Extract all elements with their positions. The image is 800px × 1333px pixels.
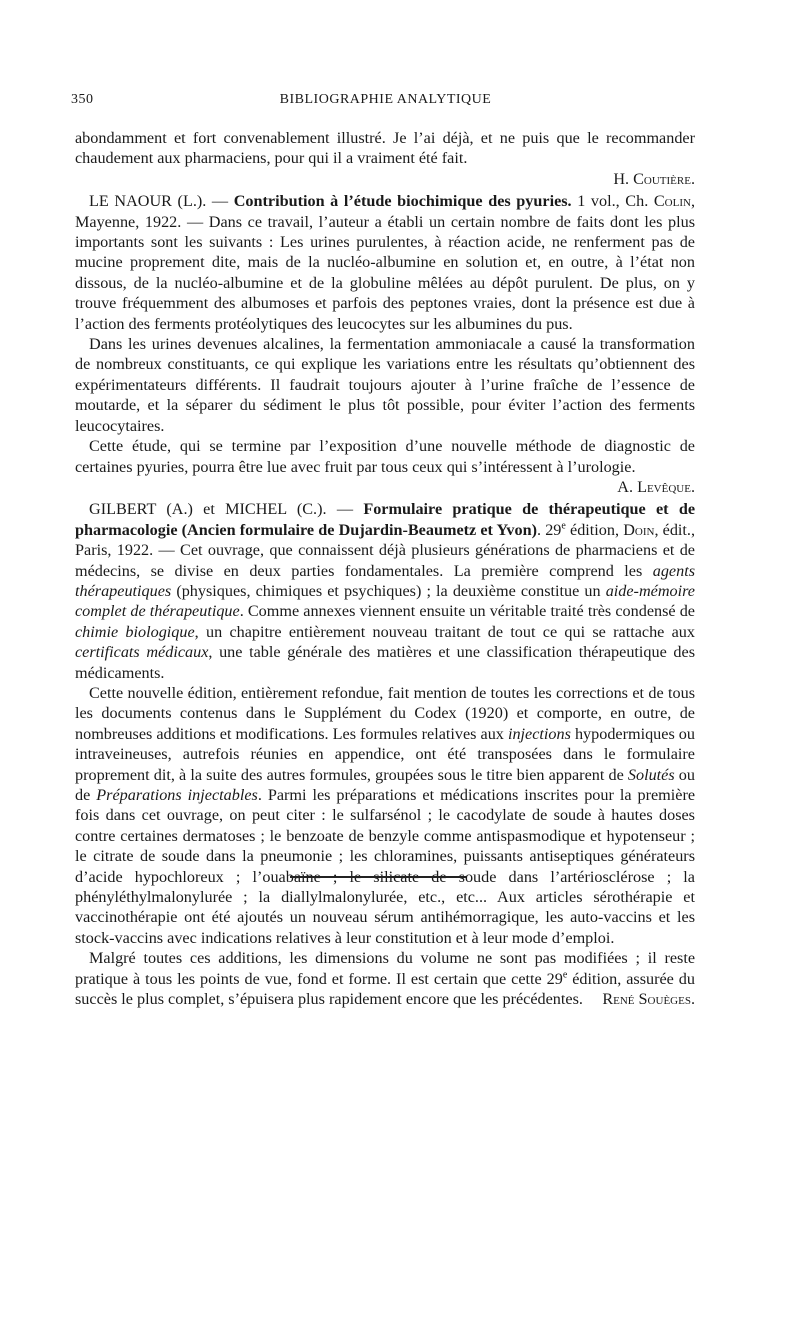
review-text: , Mayenne, 1922. — Dans ce travail, l’auteur a établi un certain nombre de faits dont les plus importants sont les suivants : Les urines purulentes, à réaction acide, ne renferment pas de mucine proprement dite, mais de la nucléo-albumine en solution et, en outre, à l’état non dissous, de la nucléo-albumine et de la globuline mêlées au dépôt purulent. De plus, on y trouve fréquemment des albumoses et parfois des peptones vraies, dont la présence est due à l’action des ferments protéolytiques des leucocytes sur les albumines du pus.: [75, 192, 695, 333]
review-text: Malgré toutes ces additions, les dimensions du volume ne sont pas modifiées ; il reste pratique à tous les points de vue, fond et forme. Il est certain que cette 29: [75, 949, 695, 988]
review-paragraph: Dans les urines devenues alcalines, la fermentation ammoniacale a causé la transformation de nombreux constituants, ce qui explique les variations entre les résultats qu’obtiennent des expérimentateurs différents. Il faudrait toujours ajouter à l’urine fraîche de l’essence de moutarde, et la séparer du sédiment le plus tôt possible, pour éviter l’action des ferments leucocytaires.: [75, 335, 695, 435]
review-text: , édit., Paris, 1922. — Cet ouvrage, que connaissent déjà plusieurs générations de pharmaciens et de médecins, se divise en deux parties fondamentales. La première comprend les: [75, 520, 696, 580]
review-italic-term: injections: [507, 724, 571, 743]
review-author: GILBERT (A.) et MICHEL (C.). —: [89, 500, 364, 519]
review-text: Cette étude, qui se termine par l’exposition d’une nouvelle méthode de diagnostic de certaines pyuries, pourra être lue avec fruit par tous ceux qui s’intéressent à l’urologie.: [75, 437, 695, 476]
review-edition-number: . 29: [536, 520, 562, 539]
review-book-title: Contribution à l’étude biochimique des pyuries.: [233, 192, 572, 211]
review-text: (physiques, chimiques et psychiques) ; la deuxième constitue un: [171, 581, 606, 600]
review-italic-term: aide-mémoire complet de thérapeutique: [75, 581, 695, 621]
review-italic-term: chimie biologique: [75, 622, 195, 641]
review-paragraph: [75, 499, 695, 683]
review-italic-term: certificats médicaux: [75, 643, 209, 662]
review-entry-gilbert-michel: [75, 499, 695, 1009]
section-divider: [290, 876, 466, 878]
review-publisher: Colin: [653, 192, 691, 211]
review-signature: René Souèges.: [602, 990, 695, 1009]
review-italic-term: agents thérapeutiques: [75, 561, 695, 600]
review-text: édition, assurée du succès le plus complet, s’épuisera plus rapidement encore que les précédentes.: [75, 969, 695, 1009]
review-paragraph: [75, 948, 695, 1009]
review-text: . Parmi les préparations et médications inscrites pour la première fois dans cet ouvrage, on peut citer : le sulfarsénol ; le cacodylate de soude à hautes doses contre certaines dermatoses ; le benzoate de benzyle comme antispasmodique et hypotenseur ; le citrate de soude dans la pneumonie ; les chloramines, puissants antiseptiques générateurs d’acide hypochloreux ; l’ouabaïne ; le silicate de soude dans l’artériosclérose ; la phényléthylmalonylurée ; la diallylmalonylurée, etc., etc... Aux articles sérothérapie et vaccinothérapie ont été ajoutés un nouveau sérum antihémorragique, les auto-vaccins et les stock-vaccins avec indications relatives à leur constitution et à leur mode d’emploi.: [75, 786, 696, 947]
running-title: BIBLIOGRAPHIE ANALYTIQUE: [279, 92, 492, 107]
review-publication-lead: 1 vol., Ch.: [571, 192, 654, 211]
review-text: , une table générale des matières et une classification thérapeutique des médicaments.: [75, 643, 695, 682]
review-book-title: Formulaire pratique de thérapeutique et de pharmacologie (Ancien formulaire de Dujardin-Beaumetz et Yvon): [75, 500, 696, 539]
review-edition-superscript: e: [562, 969, 568, 981]
review-signature: H. Coutière.: [613, 169, 695, 188]
review-publisher: Doin: [623, 520, 655, 539]
review-author: LE NAOUR (L.). —: [89, 192, 234, 211]
review-paragraph: [75, 436, 695, 497]
review-text: ou de: [75, 765, 695, 804]
review-entry-le-naour: [75, 191, 695, 497]
review-text: hypodermiques ou intraveineuses, autrefois réunies en appendice, ont été transposées dans le formulaire proprement dit, à la suite des autres formules, groupées sous le titre bien apparent de: [75, 724, 695, 784]
page-number: 350: [71, 92, 94, 107]
review-publication-lead: édition,: [565, 520, 624, 539]
review-tail-paragraph: abondamment et fort convenablement illustré. Je l’ai déjà, et ne puis que le recommander chaudement aux pharmaciens, pour qui il a vraiment été fait.: [75, 129, 695, 168]
review-italic-term: Solutés: [627, 765, 675, 784]
review-paragraph: [75, 683, 695, 948]
review-italic-term: Préparations injectables: [96, 786, 258, 804]
review-paragraph: [75, 191, 695, 334]
review-text: , un chapitre entièrement nouveau traitant de tout ce qui se rattache aux: [194, 622, 695, 641]
review-text: . Comme annexes viennent ensuite un véritable traité très condensé de: [239, 602, 695, 621]
review-text: Cette nouvelle édition, entièrement refondue, fait mention de toutes les corrections et de tous les documents contenus dans le Supplément du Codex (1920) et comporte, en outre, de nombreuses additions et modifications. Les formules relatives aux: [75, 683, 695, 743]
review-signature: A. Levêque.: [617, 477, 695, 496]
review-edition-superscript: e: [561, 520, 566, 532]
